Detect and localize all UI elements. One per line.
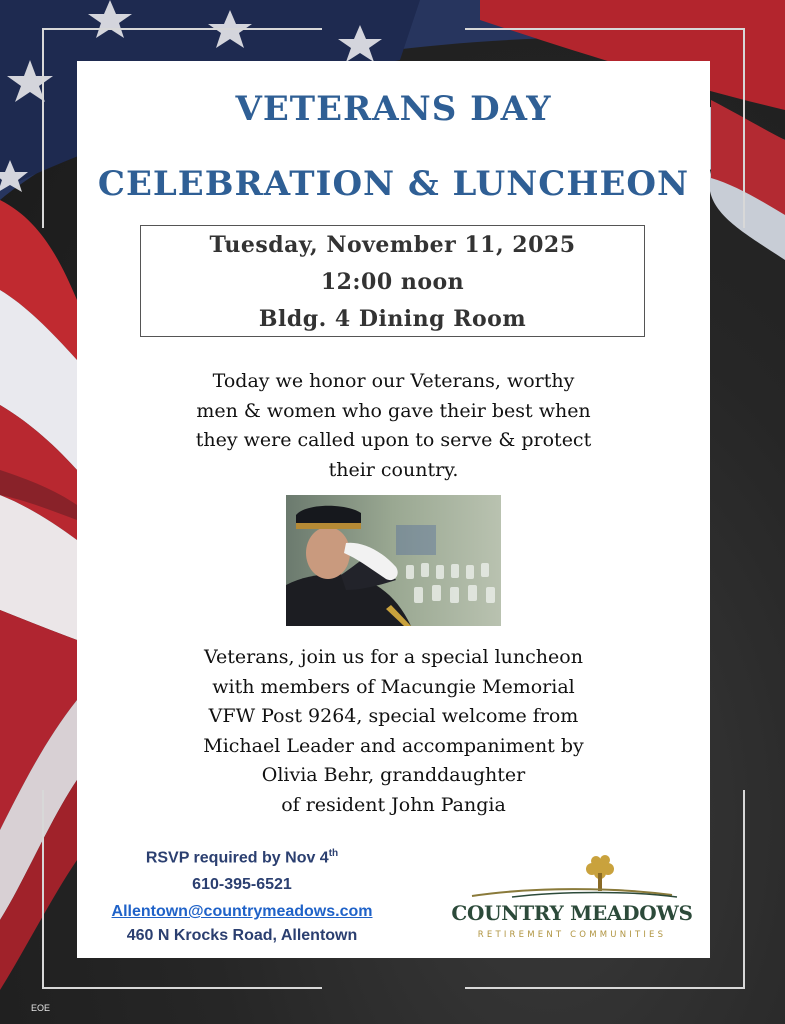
rsvp-suffix: th bbox=[328, 848, 339, 859]
details-line: of resident John Pangia bbox=[281, 793, 506, 816]
intro-paragraph bbox=[117, 367, 670, 485]
event-time: 12:00 noon bbox=[320, 269, 465, 295]
frame-line-right-bottom bbox=[743, 790, 745, 988]
flyer-panel bbox=[77, 61, 710, 958]
event-info-box bbox=[140, 225, 645, 337]
details-line: VFW Post 9264, special welcome from bbox=[208, 705, 579, 727]
eoe-label: EOE bbox=[31, 1003, 51, 1013]
details-line: Olivia Behr, granddaughter bbox=[261, 764, 526, 786]
event-location: Bldg. 4 Dining Room bbox=[258, 306, 527, 332]
intro-line: men & women who gave their best when bbox=[196, 399, 591, 422]
event-title-line1: VETERANS DAY bbox=[235, 89, 552, 129]
logo-name: COUNTRY MEADOWS bbox=[451, 901, 693, 925]
frame-line-right-top bbox=[743, 28, 745, 228]
frame-line-left-bottom bbox=[42, 790, 44, 988]
logo-tagline: RETIREMENT COMMUNITIES bbox=[477, 930, 667, 940]
tree-icon bbox=[442, 851, 702, 901]
frame-line-bottom-right bbox=[465, 987, 745, 989]
rsvp-text: RSVP required by Nov 4 bbox=[145, 849, 329, 867]
country-meadows-logo bbox=[442, 851, 702, 951]
frame-line-left-top bbox=[42, 28, 44, 228]
details-line: Michael Leader and accompaniment by bbox=[203, 734, 584, 757]
event-title-line2: CELEBRATION & LUNCHEON bbox=[97, 164, 690, 204]
frame-line-bottom-left bbox=[42, 987, 322, 989]
intro-line: Today we honor our Veterans, worthy bbox=[212, 370, 575, 392]
saluting-soldier-photo bbox=[286, 495, 501, 626]
details-line: Veterans, join us for a special luncheon bbox=[204, 646, 583, 668]
contact-address: 460 N Krocks Road, Allentown bbox=[126, 927, 358, 944]
event-date: Tuesday, November 11, 2025 bbox=[209, 232, 576, 258]
intro-line: they were called upon to serve & protect bbox=[195, 429, 592, 451]
details-paragraph bbox=[117, 643, 670, 820]
details-line: with members of Macungie Memorial bbox=[212, 675, 575, 698]
contact-email-link[interactable]: Allentown@countrymeadows.com bbox=[111, 903, 373, 920]
intro-line: their country. bbox=[328, 458, 459, 481]
frame-line-top-left bbox=[42, 28, 322, 30]
rsvp-deadline bbox=[77, 848, 407, 867]
contact-phone[interactable]: 610-395-6521 bbox=[192, 876, 292, 893]
frame-line-top-right bbox=[465, 28, 745, 30]
